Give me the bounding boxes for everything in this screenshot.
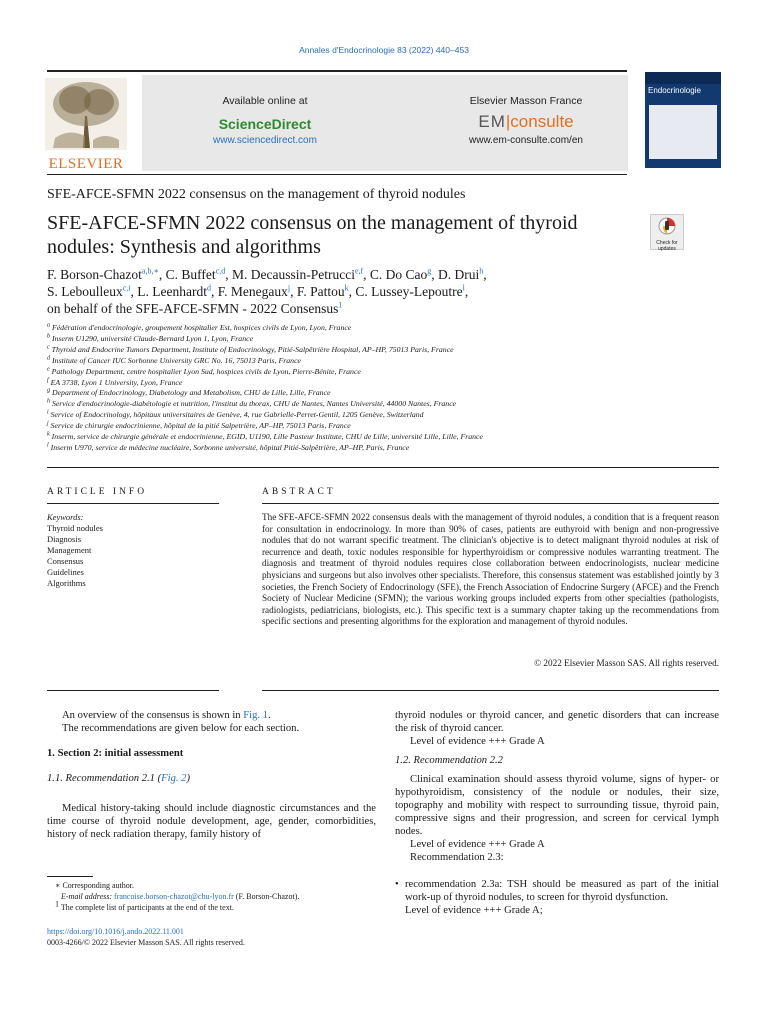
doi-link[interactable]: https://doi.org/10.1016/j.ando.2022.11.001	[47, 927, 184, 936]
footnotes	[47, 880, 387, 913]
abstract-heading: ABSTRACT	[262, 487, 336, 497]
author-name: M. Decaussin-Petrucci	[231, 267, 355, 282]
author-line-3	[47, 300, 727, 317]
crossmark-line-2: updates	[658, 246, 676, 252]
author-affiliation-marks[interactable]: j	[287, 283, 291, 293]
sciencedirect-logo: ScienceDirect	[218, 116, 312, 132]
article-info-heading: ARTICLE INFO	[47, 487, 148, 497]
keyword: Consensus	[47, 556, 84, 566]
recommendation-2-3-label: Recommendation 2.3:	[410, 852, 504, 863]
recommendation-2-1-paragraph: Medical history-taking should include diagnostic circumstances and the time course of thyroid nodule development, age, gender, comorbidities, history of neck radiation therapy, family history of	[47, 803, 376, 840]
affiliation-item: $^j$ Service de chirurgie endocrinienne, hôpital de la pitié Salpetrière, AP–HP, 75013 Paris, France	[47, 420, 351, 431]
elsevier-wordmark: ELSEVIER	[48, 156, 124, 172]
affiliation-item: $^g$ Department of Endocrinology, Diabetology and Metabolism, CHU de Lille, Lille, France	[47, 387, 331, 398]
affiliation-item: $^d$ Institute of Cancer IUC Sorbonne University GRC No. 16, 75013 Paris, France	[47, 355, 301, 365]
affiliation-item: $^b$ Inserm U1290, université Claude-Bernard Lyon 1, Lyon, France	[47, 333, 254, 343]
author-name: F. Pattou	[296, 284, 345, 299]
recommendation-2-2-paragraph: Clinical examination should assess thyroid volume, signs of hyper- or hypothyroidism, consistency of the nodule or nodules, their size, topography and mobility with respect to surrounding tissue, thyroid pain, compressive signs and their progression, and screen for cervical lymph nodes.	[395, 774, 719, 837]
participants-note: $^1$ The complete list of participants at the end of the text.	[55, 899, 234, 912]
elsevier-tree-icon	[45, 78, 127, 150]
affiliation-item: $^a$ Fédération d'endocrinologie, groupement hospitalier Est, hospices civils de Lyon, Lyon, France	[47, 322, 352, 332]
author-line-2: S. Leboulleux$^{c,i}$, L. Leenhardt$^d$, F. Menegaux$^j$, F. Pattou$^k$, C. Lussey-Lepoutre$^l$,	[47, 283, 469, 299]
em-consulte-url[interactable]: www.em-consulte.com/en	[469, 135, 583, 146]
author-affiliation-marks[interactable]: c,d	[215, 266, 226, 276]
affiliation-rule	[47, 467, 719, 468]
affiliation-item: $^h$ Service d'endocrinologie-diabétologie et nutrition, l'institut du thorax, CHU de Nantes, Nantes Université, 44000 Nantes, France	[47, 398, 457, 409]
recommendation-2-3-list	[395, 878, 719, 917]
crossmark-line-1: Check for	[656, 240, 678, 246]
footnote-rule	[47, 876, 93, 877]
sciencedirect-block	[190, 95, 340, 146]
author-affiliation-marks[interactable]: d	[207, 283, 211, 293]
body-right-column	[395, 709, 719, 917]
em-consulte-block	[446, 95, 606, 146]
keywords-label: Keywords:	[47, 512, 84, 522]
elsevier-logo	[45, 78, 127, 172]
elsevier-masson-label: Elsevier Masson France	[469, 95, 583, 107]
author-affiliation-marks[interactable]: e,f	[354, 266, 364, 276]
author-name: F. Borson-Chazot	[47, 267, 142, 282]
abstract-copyright: © 2022 Elsevier Masson SAS. All rights reserved.	[534, 658, 719, 668]
intro-paragraph-1: An overview of the consensus is shown in Fig. 1.	[62, 710, 271, 721]
subsection-heading-2-2: 1.2. Recommendation 2.2	[395, 755, 503, 766]
keywords-block	[47, 512, 217, 589]
article-title-line-2: nodules: Synthesis and algorithms	[47, 236, 321, 258]
author-line-1: F. Borson-Chazot$^{a,b,∗}$, C. Buffet$^{c,d}$, M. Decaussin-Petrucci$^{e,f}$, C. Do Cao$^g$, D. Drui$^h$,	[47, 266, 487, 282]
author-affiliation-marks[interactable]: k	[344, 283, 349, 293]
evidence-level-1: Level of evidence +++ Grade A	[410, 736, 545, 747]
author-affiliation-marks[interactable]: a,b,∗	[141, 266, 159, 276]
author-name: F. Menegaux	[217, 284, 288, 299]
corresponding-author-note: ∗ Corresponding author.	[55, 881, 134, 890]
fig-2-link[interactable]: Fig. 2	[161, 773, 187, 784]
em-logo-left: EM	[478, 112, 506, 131]
affiliation-item: $^f$ EA 3738, Lyon 1 University, Lyon, France	[47, 376, 183, 387]
consortium-name: on behalf of the SFE-AFCE-SFMN - 2022 Consensus	[47, 301, 339, 316]
consortium-note-mark[interactable]: 1	[338, 300, 343, 310]
email-link[interactable]: francoise.borson-chazot@chu-lyon.fr	[114, 892, 234, 901]
author-name: L. Leenhardt	[137, 284, 207, 299]
affiliation-item: $^i$ Service of Endocrinology, hôpitaux universitaires de Genève, 4, rue Gabrielle-Perret-Gentil, 1205 Genève, Switzerland	[47, 409, 424, 420]
author-list	[47, 266, 727, 317]
banner-rule	[47, 174, 627, 175]
keyword: Guidelines	[47, 567, 84, 577]
affiliation-list	[47, 323, 727, 454]
author-affiliation-marks[interactable]: l	[462, 283, 465, 293]
affiliation-item: $^k$ Inserm, service de chirurgie générale et endocrinienne, EGID, U1190, Lille Pasteur Institute, CHU de Lille, université Lille, Lille, France	[47, 431, 483, 442]
crossmark-icon	[658, 217, 676, 235]
author-name: C. Do Cao	[369, 267, 428, 282]
affiliation-item: $^l$ Inserm U970, service de médecine nucléaire, Sorbonne université, hôpital Pitié-Salpêtrière, AP–HP, Paris, France	[47, 442, 410, 452]
em-consulte-logo: EM|consulte	[478, 112, 574, 131]
section-heading: 1. Section 2: initial assessment	[47, 748, 184, 759]
em-logo-right: consulte	[510, 112, 574, 131]
author-name: C. Lussey-Lepoutre	[355, 284, 463, 299]
abstract-text: The SFE-AFCE-SFMN 2022 consensus deals with the management of thyroid nodules, a condition that is a frequent reason for consultation in endocrinology. In more than 90% of cases, patients are euthyroid with benign and non-progressive nodules that do not warrant specific treatment. The clinician's objective is to detect malignant thyroid nodules at risk of recurrence and death, toxic nodules responsible for hyperthyroidism or compressive nodules warranting treatment. The diagnosis and treatment of thyroid nodules requires close collaboration between endocrinologists, nuclear medicine physicians and surgeons but also involves other specialists. Therefore, this consensus statement was established jointly by 3 societies, the French Society of Endocrinology (SFE), the French Association of Endocrine Surgery (AFCE) and the French Society of Nuclear Medicine (SFMN); the various working groups included experts from other specialties (pathologists, radiologists, pediatricians, biologists, etc.). This specific text is a summary chapter taking up the recommendations from specific sections and presenting algorithms for the exploration and management of thyroid nodules.	[262, 512, 719, 627]
article-title-line-1: SFE-AFCE-SFMN 2022 consensus on the management of thyroid	[47, 212, 578, 234]
body-left-column	[47, 709, 376, 841]
sciencedirect-url[interactable]: www.sciencedirect.com	[213, 135, 317, 146]
issn-copyright: 0003-4266/© 2022 Elsevier Masson SAS. All rights reserved.	[47, 938, 245, 947]
affiliation-item: $^e$ Pathology Department, centre hospitalier Lyon Sud, hospices civils de Lyon, Pierre-Bénite, France	[47, 366, 361, 376]
journal-cover-thumbnail	[645, 72, 721, 168]
check-for-updates-badge[interactable]	[650, 214, 684, 250]
abstract-rule	[262, 503, 719, 504]
cover-title: Endocrinologie	[648, 86, 701, 95]
author-affiliation-marks[interactable]: g	[427, 266, 432, 276]
author-name: S. Leboulleux	[47, 284, 123, 299]
keywords-bottom-rule	[47, 690, 219, 691]
keyword: Algorithms	[47, 578, 86, 588]
fig-1-link[interactable]: Fig. 1	[243, 710, 268, 721]
header-rule	[47, 70, 627, 72]
journal-reference[interactable]: Annales d'Endocrinologie 83 (2022) 440–453	[299, 45, 469, 55]
evidence-level-2: Level of evidence +++ Grade A	[410, 839, 545, 850]
keyword: Thyroid nodules	[47, 523, 103, 533]
article-info-rule	[47, 503, 219, 504]
doi-block	[47, 926, 387, 948]
running-title: SFE-AFCE-SFMN 2022 consensus on the management of thyroid nodules	[47, 187, 466, 202]
author-name: C. Buffet	[165, 267, 216, 282]
author-affiliation-marks[interactable]: h	[479, 266, 484, 276]
keyword: Diagnosis	[47, 534, 81, 544]
subsection-heading-2-1: 1.1. Recommendation 2.1 (Fig. 2)	[47, 773, 190, 784]
author-name: D. Drui	[438, 267, 480, 282]
available-online-label: Available online at	[222, 95, 308, 107]
article-title	[47, 211, 637, 259]
intro-paragraph-2: The recommendations are given below for each section.	[62, 723, 300, 734]
abstract-bottom-rule	[262, 690, 719, 691]
recommendation-2-1-continued: thyroid nodules or thyroid cancer, and genetic disorders that can increase the risk of thyroid cancer.	[395, 710, 719, 734]
author-affiliation-marks[interactable]: c,i	[122, 283, 131, 293]
email-note: E-mail address: francoise.borson-chazot@chu-lyon.fr (F. Borson-Chazot).	[61, 892, 300, 901]
keyword: Management	[47, 545, 92, 555]
affiliation-item: $^c$ Thyroid and Endocrine Tumors Department, Institute of Endocrinology, Pitié-Salpêtrière Hospital, AP–HP, 75013 Paris, France	[47, 344, 454, 354]
list-item: • recommendation 2.3a: TSH should be measured as part of the initial work-up of thyroid nodules, to screen for thyroid dysfunction. Level of evidence +++ Grade A;	[395, 878, 719, 917]
evidence-level-3: Level of evidence +++ Grade A;	[405, 905, 543, 916]
